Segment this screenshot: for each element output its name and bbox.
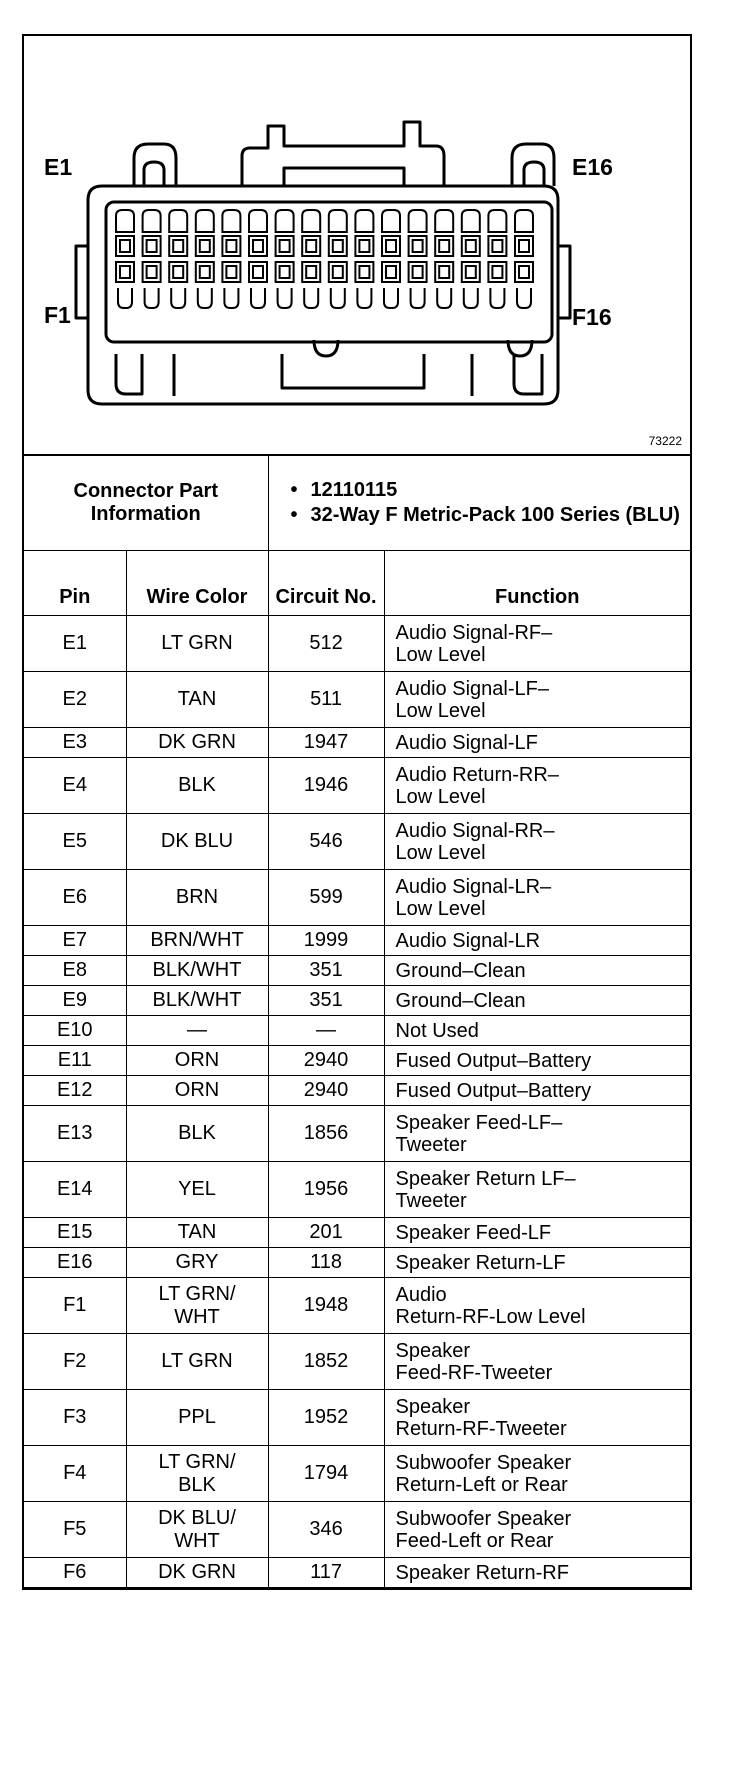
table-header-row bbox=[24, 551, 690, 616]
cell-function: Fused Output–Battery bbox=[384, 1046, 690, 1076]
pin-cavity-bottom bbox=[145, 288, 159, 308]
pin-cavity-top bbox=[462, 210, 480, 232]
header-pin: Pin bbox=[24, 551, 126, 616]
cell-function: Audio Return-RR– Low Level bbox=[384, 758, 690, 814]
cell-circuit: 511 bbox=[268, 672, 384, 728]
cell-function: Speaker Return-RF bbox=[384, 1558, 690, 1588]
cell-pin: E11 bbox=[24, 1046, 126, 1076]
cell-circuit: 2940 bbox=[268, 1046, 384, 1076]
pin-cavity-top bbox=[409, 210, 427, 232]
table-row bbox=[24, 758, 690, 814]
cell-function: Speaker Return-RF-Tweeter bbox=[384, 1390, 690, 1446]
cell-function: Subwoofer Speaker Return-Left or Rear bbox=[384, 1446, 690, 1502]
cell-circuit: 1947 bbox=[268, 728, 384, 758]
pin-contact bbox=[386, 240, 396, 252]
table-row bbox=[24, 1278, 690, 1334]
pin-contact bbox=[306, 266, 316, 278]
table-row bbox=[24, 616, 690, 672]
pin-cavity-top bbox=[382, 210, 400, 232]
header-function: Function bbox=[384, 551, 690, 616]
pin-contact bbox=[253, 240, 263, 252]
cell-circuit: 1948 bbox=[268, 1278, 384, 1334]
cell-function: Subwoofer Speaker Feed-Left or Rear bbox=[384, 1502, 690, 1558]
cell-wire-color: YEL bbox=[126, 1162, 268, 1218]
cell-circuit: 118 bbox=[268, 1248, 384, 1278]
pin-cavity-bottom bbox=[331, 288, 345, 308]
pin-contact bbox=[120, 240, 130, 252]
connector-description-item: • 32-Way F Metric-Pack 100 Series (BLU) bbox=[290, 504, 680, 526]
cell-circuit: 1956 bbox=[268, 1162, 384, 1218]
cell-function: Audio Signal-LR– Low Level bbox=[384, 870, 690, 926]
pin-contact bbox=[200, 240, 210, 252]
cell-wire-color: TAN bbox=[126, 1218, 268, 1248]
pin-cavity-top bbox=[222, 210, 240, 232]
cell-circuit: 117 bbox=[268, 1558, 384, 1588]
cell-pin: E12 bbox=[24, 1076, 126, 1106]
pin-cavity-bottom bbox=[304, 288, 318, 308]
pin-contact bbox=[173, 240, 183, 252]
cell-wire-color: LT GRN/ WHT bbox=[126, 1278, 268, 1334]
pin-contact bbox=[147, 240, 157, 252]
cell-circuit: 201 bbox=[268, 1218, 384, 1248]
cell-pin: E16 bbox=[24, 1248, 126, 1278]
table-row bbox=[24, 1106, 690, 1162]
header-circuit-no: Circuit No. bbox=[268, 551, 384, 616]
part-number: 12110115 bbox=[310, 479, 398, 501]
pin-contact bbox=[439, 266, 449, 278]
pin-cavity-top bbox=[355, 210, 373, 232]
cell-wire-color: DK GRN bbox=[126, 1558, 268, 1588]
cell-wire-color: BLK/WHT bbox=[126, 956, 268, 986]
pin-contact bbox=[280, 266, 290, 278]
cell-pin: E10 bbox=[24, 1016, 126, 1046]
cell-circuit: 1946 bbox=[268, 758, 384, 814]
cell-pin: F6 bbox=[24, 1558, 126, 1588]
table-row bbox=[24, 986, 690, 1016]
cell-pin: F3 bbox=[24, 1390, 126, 1446]
pin-cavity-bottom bbox=[384, 288, 398, 308]
pin-cavity-top bbox=[329, 210, 347, 232]
pin-contact bbox=[333, 266, 343, 278]
cell-circuit: 1794 bbox=[268, 1446, 384, 1502]
pin-contact bbox=[147, 266, 157, 278]
table-body bbox=[24, 616, 690, 1588]
pin-contact bbox=[253, 266, 263, 278]
pin-contact bbox=[466, 240, 476, 252]
pin-cavity-top bbox=[488, 210, 506, 232]
pin-label-e1: E1 bbox=[44, 154, 73, 180]
pin-contact bbox=[386, 266, 396, 278]
table-row bbox=[24, 1016, 690, 1046]
cell-pin: E14 bbox=[24, 1162, 126, 1218]
cell-wire-color: — bbox=[126, 1016, 268, 1046]
pin-cavity-bottom bbox=[278, 288, 292, 308]
cell-circuit: 599 bbox=[268, 870, 384, 926]
pin-contact bbox=[359, 240, 369, 252]
table-row bbox=[24, 1162, 690, 1218]
cell-circuit: 351 bbox=[268, 956, 384, 986]
pin-contact bbox=[120, 266, 130, 278]
cell-function: Audio Return-RF-Low Level bbox=[384, 1278, 690, 1334]
cell-function: Audio Signal-LF bbox=[384, 728, 690, 758]
cell-pin: E9 bbox=[24, 986, 126, 1016]
cell-circuit: 346 bbox=[268, 1502, 384, 1558]
table-row bbox=[24, 926, 690, 956]
pin-contact bbox=[280, 240, 290, 252]
pin-label-f1: F1 bbox=[44, 302, 71, 328]
pin-label-f16: F16 bbox=[572, 304, 612, 330]
connector-drawing bbox=[24, 36, 690, 454]
pin-cavity-bottom bbox=[198, 288, 212, 308]
pin-cavity-bottom bbox=[490, 288, 504, 308]
connector-info-value bbox=[268, 456, 690, 551]
table-row bbox=[24, 1248, 690, 1278]
pin-contact bbox=[200, 266, 210, 278]
pin-cavity-top bbox=[196, 210, 214, 232]
pin-contact bbox=[306, 240, 316, 252]
table-row bbox=[24, 728, 690, 758]
cell-function: Ground–Clean bbox=[384, 986, 690, 1016]
cell-function: Audio Signal-LR bbox=[384, 926, 690, 956]
cell-wire-color: GRY bbox=[126, 1248, 268, 1278]
cell-wire-color: BRN/WHT bbox=[126, 926, 268, 956]
cell-circuit: 1999 bbox=[268, 926, 384, 956]
cell-pin: E3 bbox=[24, 728, 126, 758]
pin-contact bbox=[519, 266, 529, 278]
table-row bbox=[24, 1446, 690, 1502]
cell-pin: E2 bbox=[24, 672, 126, 728]
table-row bbox=[24, 672, 690, 728]
cell-wire-color: LT GRN bbox=[126, 616, 268, 672]
table-row bbox=[24, 1558, 690, 1588]
cell-wire-color: ORN bbox=[126, 1046, 268, 1076]
connector-table bbox=[24, 456, 690, 1588]
cell-function: Audio Signal-LF– Low Level bbox=[384, 672, 690, 728]
cell-wire-color: DK GRN bbox=[126, 728, 268, 758]
cell-pin: F1 bbox=[24, 1278, 126, 1334]
pin-contact bbox=[226, 266, 236, 278]
table-row bbox=[24, 1390, 690, 1446]
table-row bbox=[24, 1218, 690, 1248]
cell-circuit: 546 bbox=[268, 814, 384, 870]
cell-wire-color: DK BLU/ WHT bbox=[126, 1502, 268, 1558]
cell-wire-color: PPL bbox=[126, 1390, 268, 1446]
cell-circuit: 1952 bbox=[268, 1390, 384, 1446]
cell-pin: E7 bbox=[24, 926, 126, 956]
cell-wire-color: ORN bbox=[126, 1076, 268, 1106]
cell-pin: F2 bbox=[24, 1334, 126, 1390]
table-row bbox=[24, 814, 690, 870]
pin-contact bbox=[492, 240, 502, 252]
table-row bbox=[24, 870, 690, 926]
pin-cavity-bottom bbox=[251, 288, 265, 308]
header-wire-color: Wire Color bbox=[126, 551, 268, 616]
cell-wire-color: BLK bbox=[126, 758, 268, 814]
cell-function: Audio Signal-RR– Low Level bbox=[384, 814, 690, 870]
cell-circuit: 1852 bbox=[268, 1334, 384, 1390]
pin-contact bbox=[359, 266, 369, 278]
cell-pin: E8 bbox=[24, 956, 126, 986]
pin-contact bbox=[413, 266, 423, 278]
cell-function: Audio Signal-RF– Low Level bbox=[384, 616, 690, 672]
cell-pin: E13 bbox=[24, 1106, 126, 1162]
pin-cavity-bottom bbox=[118, 288, 132, 308]
pin-cavity-top bbox=[249, 210, 267, 232]
cell-pin: F5 bbox=[24, 1502, 126, 1558]
connector-figure bbox=[24, 36, 690, 456]
pin-contact bbox=[492, 266, 502, 278]
figure-id: 73222 bbox=[648, 434, 682, 448]
cell-function: Speaker Feed-LF– Tweeter bbox=[384, 1106, 690, 1162]
pin-cavity-top bbox=[116, 210, 134, 232]
pin-cavity-bottom bbox=[171, 288, 185, 308]
connector-info-row bbox=[24, 456, 690, 551]
cell-pin: F4 bbox=[24, 1446, 126, 1502]
pin-contact bbox=[226, 240, 236, 252]
table-row bbox=[24, 1334, 690, 1390]
pin-label-e16: E16 bbox=[572, 154, 613, 180]
cell-wire-color: BRN bbox=[126, 870, 268, 926]
cell-circuit: 351 bbox=[268, 986, 384, 1016]
cell-wire-color: DK BLU bbox=[126, 814, 268, 870]
pin-contact bbox=[413, 240, 423, 252]
cell-function: Not Used bbox=[384, 1016, 690, 1046]
cell-pin: E4 bbox=[24, 758, 126, 814]
cell-wire-color: BLK bbox=[126, 1106, 268, 1162]
pin-contact bbox=[173, 266, 183, 278]
cell-pin: E15 bbox=[24, 1218, 126, 1248]
cell-circuit: 2940 bbox=[268, 1076, 384, 1106]
pin-contact bbox=[519, 240, 529, 252]
cell-pin: E1 bbox=[24, 616, 126, 672]
pin-cavity-top bbox=[276, 210, 294, 232]
cell-function: Speaker Feed-LF bbox=[384, 1218, 690, 1248]
connector-sheet bbox=[22, 34, 692, 1590]
pin-cavity-bottom bbox=[411, 288, 425, 308]
pin-cavity-top bbox=[515, 210, 533, 232]
connector-description: 32-Way F Metric-Pack 100 Series (BLU) bbox=[310, 504, 680, 526]
pin-cavity-top bbox=[435, 210, 453, 232]
pin-cavity-bottom bbox=[357, 288, 371, 308]
cell-wire-color: TAN bbox=[126, 672, 268, 728]
pin-cavity-top bbox=[169, 210, 187, 232]
pin-contact bbox=[333, 240, 343, 252]
cell-function: Ground–Clean bbox=[384, 956, 690, 986]
cell-pin: E6 bbox=[24, 870, 126, 926]
cell-circuit: — bbox=[268, 1016, 384, 1046]
cell-circuit: 512 bbox=[268, 616, 384, 672]
cell-wire-color: BLK/WHT bbox=[126, 986, 268, 1016]
part-number-item: • 12110115 bbox=[290, 479, 398, 501]
pin-cavity-top bbox=[143, 210, 161, 232]
pin-cavity-bottom bbox=[517, 288, 531, 308]
cell-circuit: 1856 bbox=[268, 1106, 384, 1162]
cell-function: Fused Output–Battery bbox=[384, 1076, 690, 1106]
cell-pin: E5 bbox=[24, 814, 126, 870]
cell-function: Speaker Feed-RF-Tweeter bbox=[384, 1334, 690, 1390]
table-row bbox=[24, 956, 690, 986]
table-row bbox=[24, 1502, 690, 1558]
pin-cavity-bottom bbox=[437, 288, 451, 308]
pin-cavity-bottom bbox=[464, 288, 478, 308]
pin-contact bbox=[466, 266, 476, 278]
cell-wire-color: LT GRN/ BLK bbox=[126, 1446, 268, 1502]
cell-function: Speaker Return-LF bbox=[384, 1248, 690, 1278]
table-row bbox=[24, 1046, 690, 1076]
cell-wire-color: LT GRN bbox=[126, 1334, 268, 1390]
cell-function: Speaker Return LF– Tweeter bbox=[384, 1162, 690, 1218]
connector-info-label: Connector Part Information bbox=[24, 456, 268, 551]
pin-cavity-bottom bbox=[224, 288, 238, 308]
pin-contact bbox=[439, 240, 449, 252]
table-row bbox=[24, 1076, 690, 1106]
pin-cavity-top bbox=[302, 210, 320, 232]
